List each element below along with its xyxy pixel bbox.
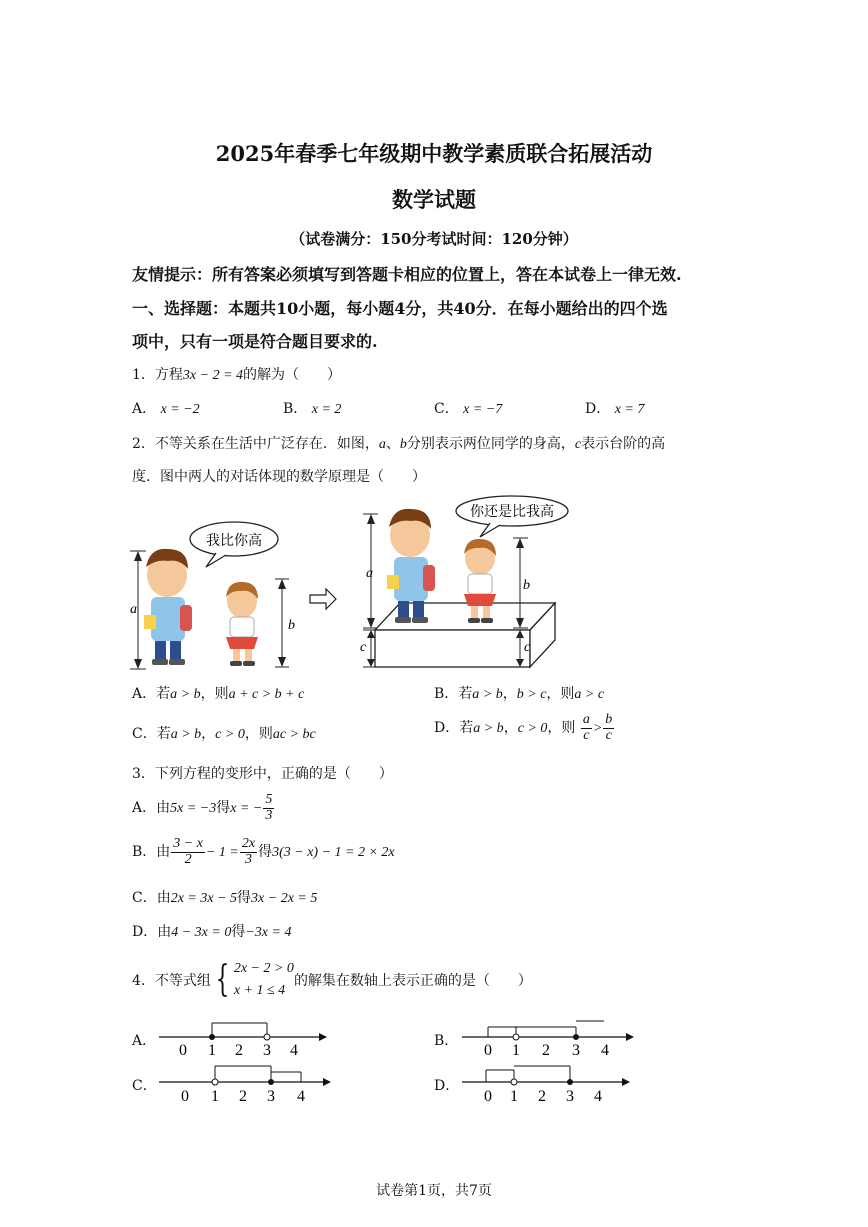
question-1-stem: 1．方程3x − 2 = 4的解为（ ）: [132, 367, 342, 383]
measure-a-right: [363, 514, 378, 628]
q1-option-a[interactable]: A． x = −2: [132, 401, 200, 417]
q1-option-b[interactable]: B． x = 2: [283, 401, 342, 417]
q4-c-tick-label: 2: [239, 1088, 247, 1105]
q3-option-b[interactable]: B．由 $\frac{3 - x}{2}$ − 1 = $\frac{2x}{3}$ 得3(3 − x) − 1 = 2 × 2x: [132, 836, 395, 867]
question-2-stem-line1: 2．不等关系在生活中广泛存在．如图，a、b分别表示两位同学的身高，c表示台阶的高: [132, 436, 666, 452]
friendly-tips: 友情提示：所有答案必须填写到答题卡相应的位置上，答在本试卷上一律无效.: [132, 265, 682, 284]
q4-d-tick-label: 0: [484, 1088, 492, 1105]
q4-c-open-dot: [212, 1079, 218, 1085]
section-heading-line2: 项中，只有一项是符合题目要求的.: [132, 332, 378, 351]
q4-option-d-numberline[interactable]: [458, 1062, 638, 1107]
question-2-stem-line2: 度．图中两人的对话体现的数学原理是（ ）: [132, 469, 426, 485]
q4-option-b-numberline[interactable]: [458, 1015, 643, 1060]
measure-b-left: [275, 579, 295, 667]
q4-b-tick-label: 3: [572, 1042, 580, 1059]
q4-d-tick-label: 1: [510, 1088, 518, 1105]
speech-bubble-right: [456, 496, 568, 537]
measure-a-left: [130, 551, 146, 669]
speech-bubble-left: [190, 522, 278, 567]
q4-a-closed-dot: [209, 1034, 215, 1040]
svg-text:b: b: [288, 618, 295, 633]
q4-d-tick-label: 4: [594, 1088, 602, 1105]
page-title: 2025年春季七年级期中教学素质联合拓展活动: [215, 141, 653, 166]
q1-option-d[interactable]: D． x = 7: [585, 401, 645, 417]
svg-text:b: b: [523, 578, 530, 593]
girl-left-illustration: [226, 582, 258, 666]
q4-b-closed-dot: [573, 1034, 579, 1040]
q4-b-open-dot: [513, 1034, 519, 1040]
boy-left-illustration: [144, 549, 192, 665]
svg-text:a: a: [366, 566, 373, 581]
q4-a-tick-label: 0: [179, 1042, 187, 1059]
svg-text:c: c: [360, 640, 367, 655]
bubble-left-text: 我比你高: [206, 534, 262, 549]
q1-option-c[interactable]: C． x = −7: [434, 401, 503, 417]
q2-option-d[interactable]: D．若a > b，c > 0，则 $\frac{a}{c}$ > $\frac{b}{c}$: [434, 712, 613, 743]
svg-text:c: c: [524, 640, 531, 655]
bubble-right-text: 你还是比我高: [470, 505, 554, 520]
q4-a-open-dot: [264, 1034, 270, 1040]
q4-a-tick-label: 1: [208, 1042, 216, 1059]
q4-a-tick-label: 4: [290, 1042, 298, 1059]
question-3-stem: 3．下列方程的变形中，正确的是（ ）: [132, 766, 393, 782]
q4-d-closed-dot: [567, 1079, 573, 1085]
section-heading-line1: 一、选择题：本题共10小题，每小题4分，共40分．在每小题给出的四个选: [132, 299, 668, 318]
q4-c-tick-label: 4: [297, 1088, 305, 1105]
q2-figure: [120, 495, 590, 675]
system-brace: {: [215, 959, 230, 1000]
q3-option-c[interactable]: C．由2x = 3x − 5得3x − 2x = 5: [132, 890, 318, 906]
q4-option-b-label[interactable]: B．: [434, 1033, 459, 1049]
q2-option-b[interactable]: B．若a > b，b > c，则a > c: [434, 686, 605, 702]
page-footer: 试卷第1页，共7页: [376, 1183, 492, 1199]
q4-c-tick-label: 0: [181, 1088, 189, 1105]
q2-option-c[interactable]: C．若a > b，c > 0，则ac > bc: [132, 726, 316, 742]
question-4-stem: 4．不等式组 { 2x − 2 > 0 x + 1 ≤ 4 的解集在数轴上表示正确的是（ ）: [132, 959, 532, 1000]
q3-option-d[interactable]: D．由4 − 3x = 0得−3x = 4: [132, 924, 292, 940]
q4-d-tick-label: 2: [538, 1088, 546, 1105]
q4-option-a-label[interactable]: A．: [132, 1033, 157, 1049]
q4-d-open-dot: [511, 1079, 517, 1085]
svg-text:a: a: [130, 602, 137, 617]
q4-a-tick-label: 3: [263, 1042, 271, 1059]
q4-option-d-label[interactable]: D．: [434, 1078, 460, 1094]
q2-option-a[interactable]: A．若a > b，则a + c > b + c: [132, 686, 305, 702]
q4-a-tick-label: 2: [235, 1042, 243, 1059]
page-subtitle: 数学试题: [392, 187, 476, 212]
q4-c-tick-label: 3: [267, 1088, 275, 1105]
q4-b-tick-label: 2: [542, 1042, 550, 1059]
q4-b-tick-label: 0: [484, 1042, 492, 1059]
exam-info: （试卷满分：150分考试时间：120分钟）: [290, 230, 578, 248]
q4-b-tick-label: 4: [601, 1042, 609, 1059]
q4-d-tick-label: 3: [566, 1088, 574, 1105]
q4-c-tick-label: 1: [211, 1088, 219, 1105]
q4-option-c-numberline[interactable]: [155, 1062, 340, 1107]
transition-arrow-icon: [310, 589, 336, 609]
q4-option-c-label[interactable]: C．: [132, 1078, 157, 1094]
q3-option-a[interactable]: A．由5x = −3得x = − $\frac{5}{3}$: [132, 792, 273, 823]
q4-c-closed-dot: [268, 1079, 274, 1085]
q4-b-tick-label: 1: [512, 1042, 520, 1059]
q4-option-a-numberline[interactable]: [155, 1015, 335, 1060]
